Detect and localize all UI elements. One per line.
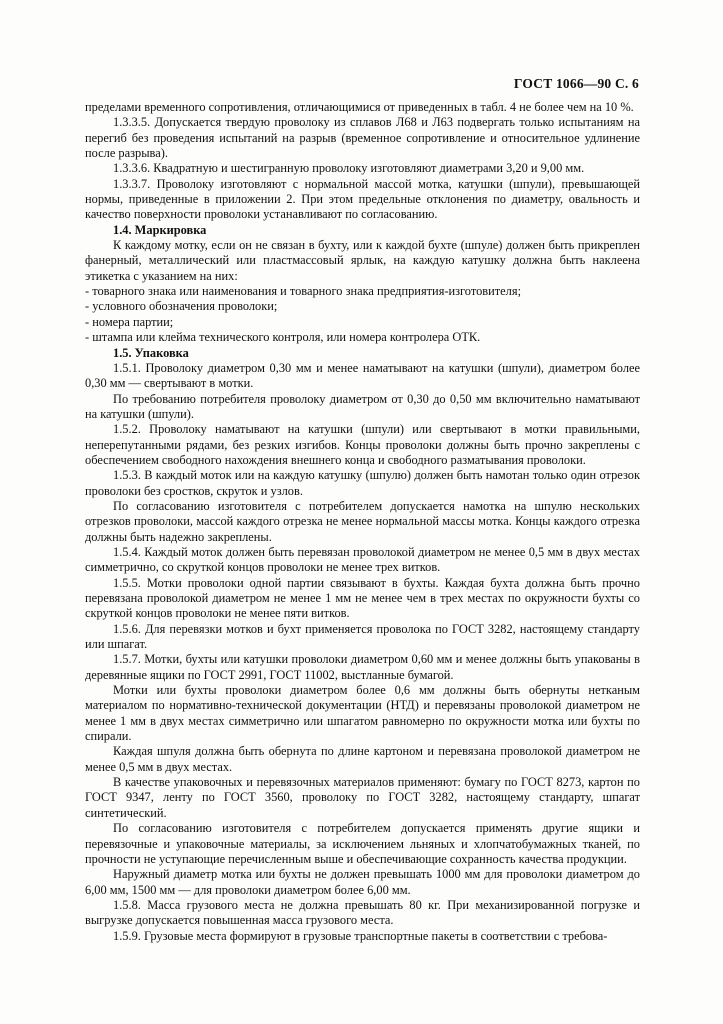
list-item: - номера партии; [85,314,174,329]
paragraph: По согласованию изготовителя с потребителем допускается применять другие ящики и перевязочные и упаковочные материалы, за исключением льняных и хлопчатобумажных тканей, по прочности не уступающие перечисленным выше и обеспечивающие сохранность качества продукции. [85,821,640,866]
paragraph: 1.3.3.7. Проволоку изготовляют с нормальной массой мотка, катушки (шпули), превышающей нормы, приведенные в приложении 2. При этом предельные отклонения по диаметру, овальность и качество поверхности проволоки устанавливают по согласованию. [85,176,640,222]
paragraph: В качестве упаковочных и перевязочных материалов применяют: бумагу по ГОСТ 8273, картон по ГОСТ 9347, ленту по ГОСТ 3560, проволоку по ГОСТ 3282, настоящему стандарту, шпагат синтетический. [85,775,640,820]
paragraph: 1.3.3.6. Квадратную и шестигранную проволоку изготовляют диаметрами 3,20 и 9,00 мм. [113,161,585,176]
paragraph: 1.5.4. Каждый моток должен быть перевязан проволокой диаметром не менее 0,5 мм в двух местах симметрично, со скруткой концов проволоки не менее трех витков. [85,544,640,575]
paragraph: 1.5.6. Для перевязки мотков и бухт применяется проволока по ГОСТ 3282, настоящему стандарту или шпагат. [85,621,640,652]
paragraph: 1.5.1. Проволоку диаметром 0,30 мм и менее наматывают на катушки (шпули), диаметром более 0,30 мм — свертывают в мотки. [85,360,640,391]
paragraph: Мотки или бухты проволоки диаметром более 0,6 мм должны быть обернуты нетканым материалом по нормативно-технической документации (НТД) и перевязаны проволокой диаметром не менее 1 мм в двух местах симметрично или шпагатом равномерно по окружности мотка или бухты по спирали. [85,683,640,744]
paragraph: 1.5.2. Проволоку наматывают на катушки (шпули) или свертывают в мотки правильными, неперепутанными рядами, без резких изгибов. Концы проволоки должны быть прочно закреплены с обеспечением свободного нахождения внешнего конца и свободного разматывания проволоки. [85,422,640,467]
paragraph: 1.5.9. Грузовые места формируют в грузовые транспортные пакеты в соответствии с требова- [113,928,608,943]
section-heading: 1.5. Упаковка [113,345,189,360]
paragraph: 1.5.3. В каждый моток или на каждую катушку (шпулю) должен быть намотан только один отрезок проволоки без сростков, скруток и узлов. [85,468,640,498]
page-header: ГОСТ 1066—90 С. 6 [513,76,639,91]
paragraph: 1.5.8. Масса грузового места не должна превышать 80 кг. При механизированной погрузке и выгрузке допускается повышенная масса грузового места. [85,897,640,928]
paragraph: пределами временного сопротивления, отличающимися от приведенных в табл. 4 не более чем на 10 %. [85,100,634,114]
paragraph: Каждая шпуля должна быть обернута по длине картоном и перевязана проволокой диаметром не менее 0,5 мм в двух местах. [85,744,640,774]
paragraph: 1.5.7. Мотки, бухты или катушки проволоки диаметром 0,60 мм и менее должны быть упакованы в деревянные ящики по ГОСТ 2991, ГОСТ 11002, выстланные бумагой. [85,652,640,682]
section-heading: 1.4. Маркировка [113,222,207,237]
paragraph: К каждому мотку, если он не связан в бухту, или к каждой бухте (шпуле) должен быть прикреплен фанерный, металлический или пластмассовый ярлык, на каждую катушку должна быть наклеена этикетка с указанием на них: [85,238,640,283]
list-item: - товарного знака или наименования и товарного знака предприятия-изготовителя; [85,284,522,299]
paragraph: По требованию потребителя проволоку диаметром от 0,30 до 0,50 мм включительно наматывают на катушки (шпули). [85,391,640,421]
list-item: - условного обозначения проволоки; [85,299,278,314]
list-item: - штампа или клейма технического контроля, или номера контролера ОТК. [85,330,481,345]
paragraph: 1.5.5. Мотки проволоки одной партии связывают в бухты. Каждая бухта должна быть прочно перевязана проволокой диаметром не менее 1 мм не менее чем в трех местах по окружности бухты со скруткой концов проволоки не менее пяти витков. [85,575,640,621]
document-body [85,100,640,944]
paragraph: Наружный диаметр мотка или бухты не должен превышать 1000 мм для проволоки диаметром до 6,00 мм, 1500 мм — для проволоки диаметром более 6,00 мм. [85,867,640,897]
paragraph: По согласованию изготовителя с потребителем допускается намотка на шпулю нескольких отрезков проволоки, массой каждого отрезка не менее нормальной массы мотка. Концы каждого отрезка должны быть надежно закреплены. [85,498,640,544]
paragraph: 1.3.3.5. Допускается твердую проволоку из сплавов Л68 и Л63 подвергать только испытаниям на перегиб без проведения испытаний на разрыв (временное сопротивление и относительное удлинение после разрыва). [85,115,640,161]
